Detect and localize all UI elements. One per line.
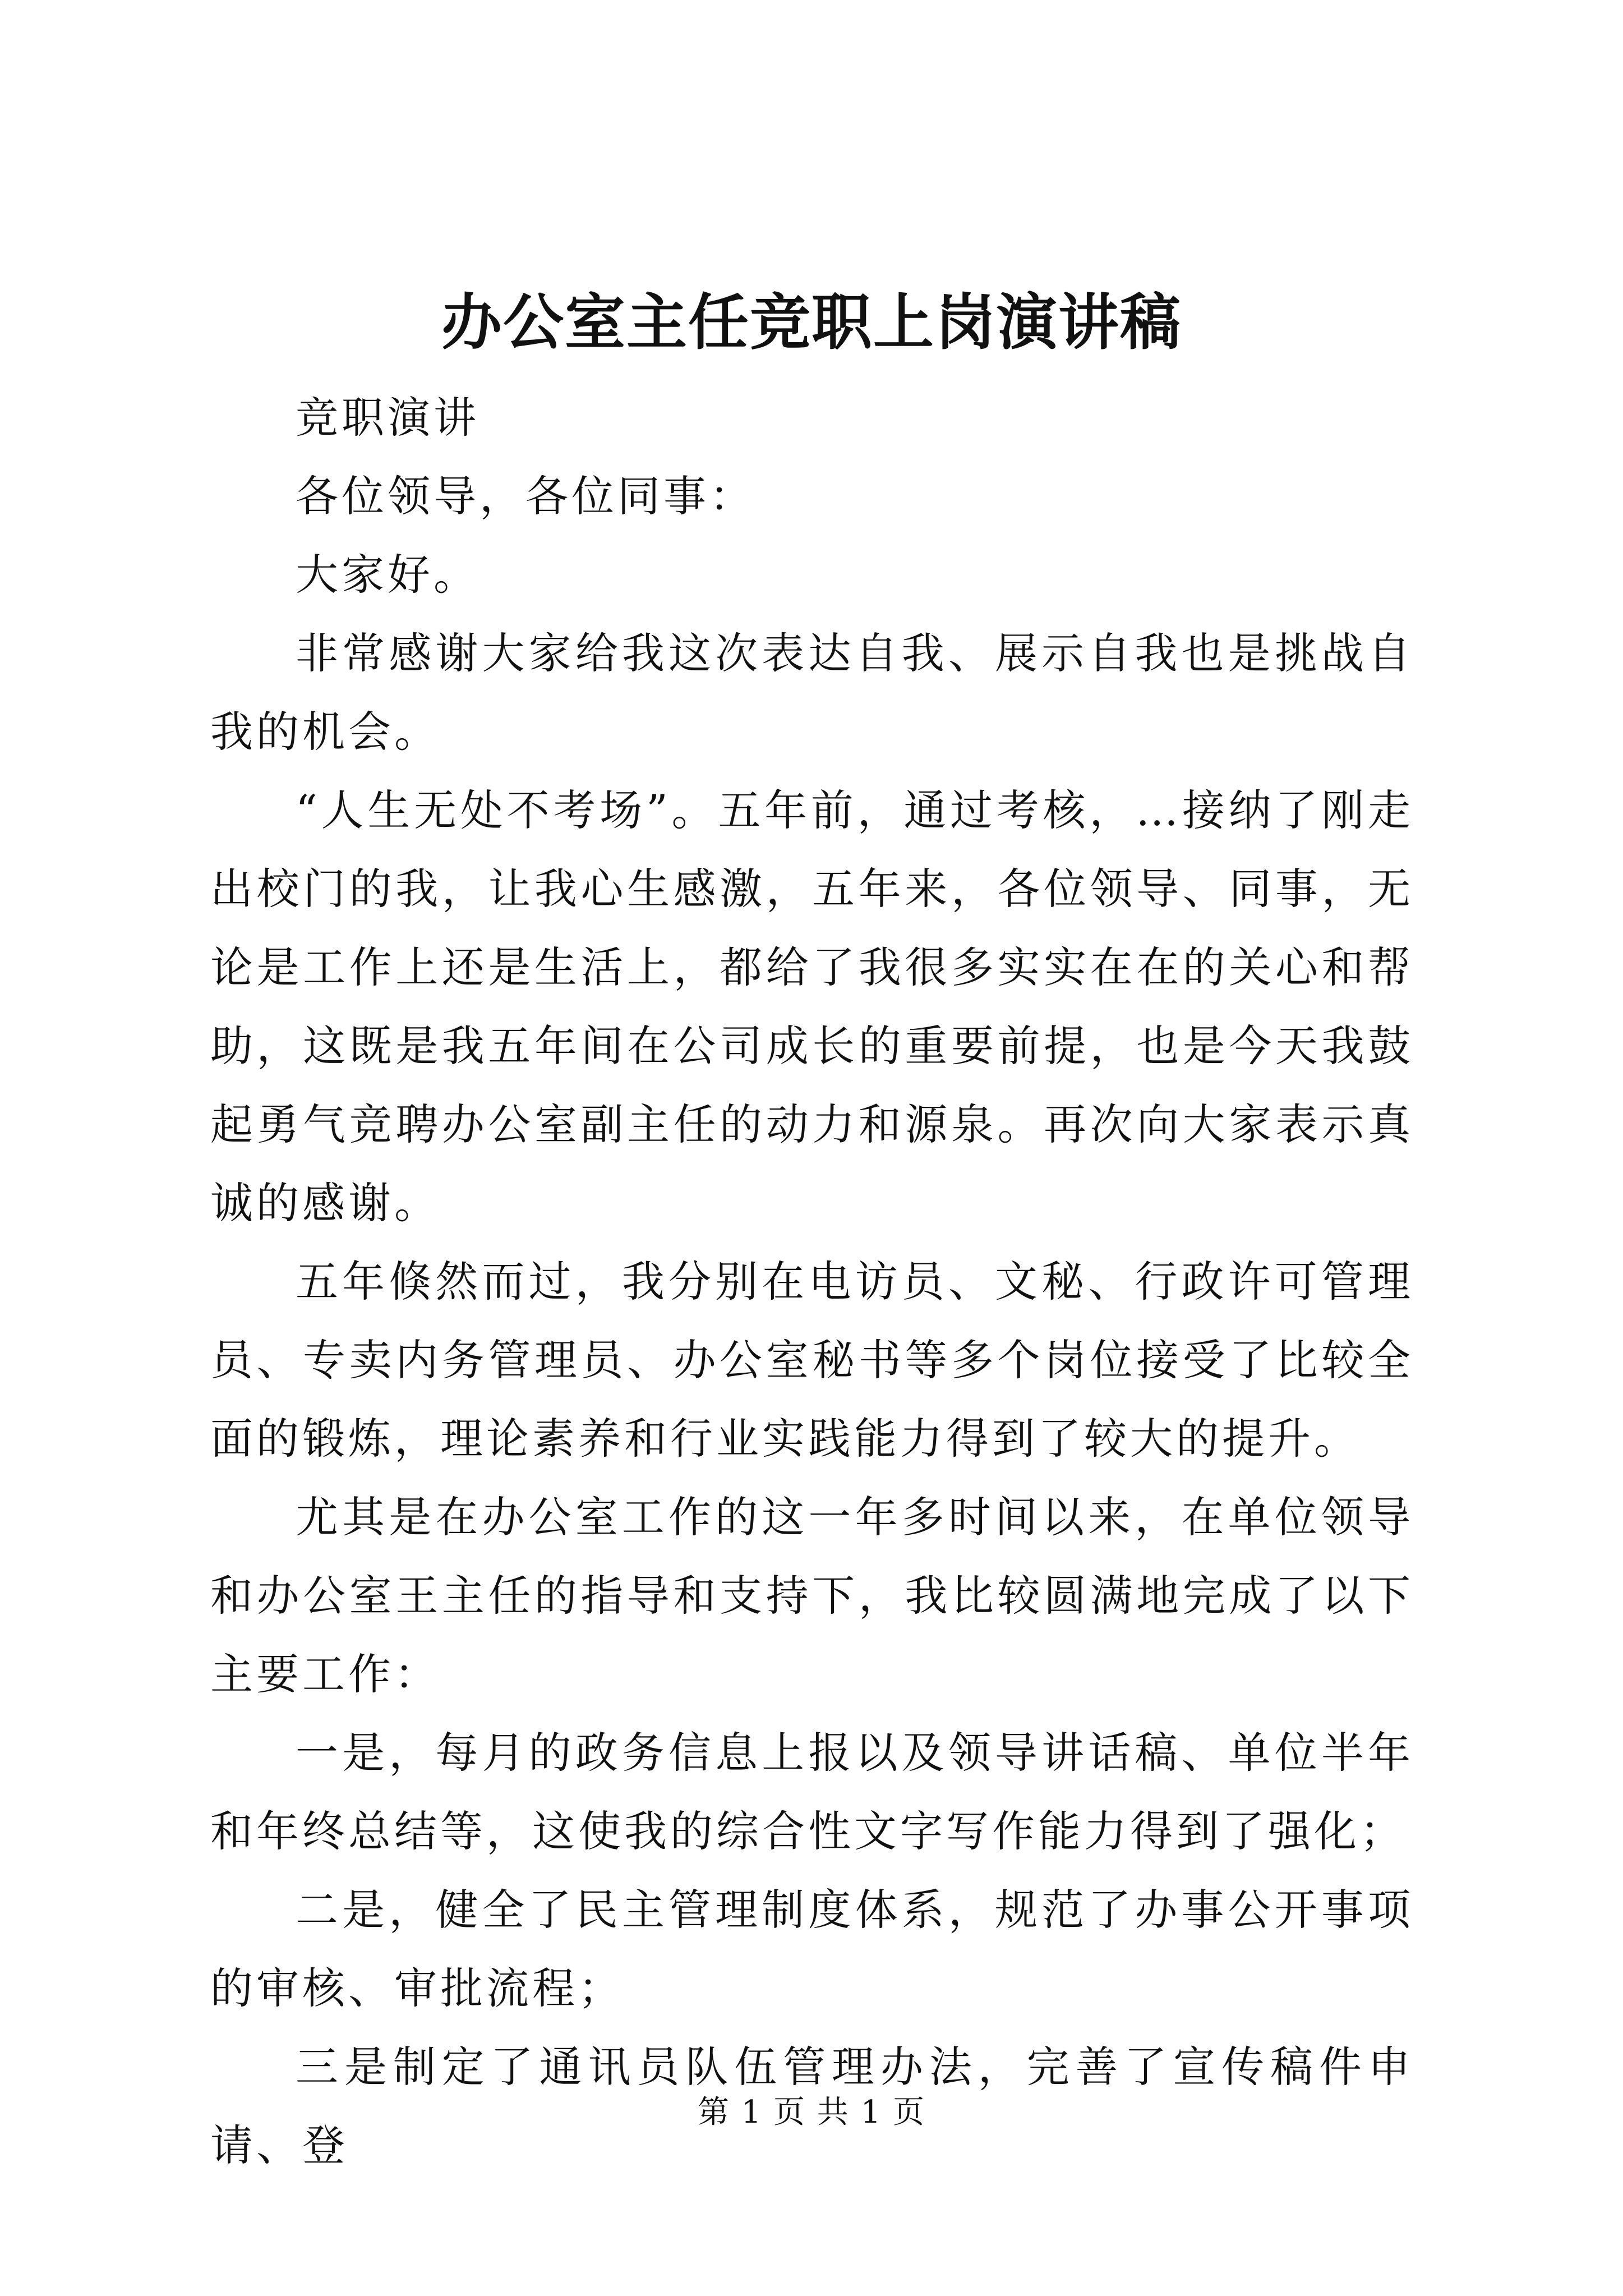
paragraph: 竞职演讲: [296, 393, 479, 443]
paragraph: 各位领导，各位同事：: [296, 471, 755, 521]
document-body: [210, 379, 1414, 2185]
paragraph: 一是，每月的政务信息上报以及领导讲话稿、单位半年和年终总结等，这使我的综合性文字写作能力得到了强化；: [210, 1728, 1414, 1856]
paragraph: “人生无处不考场”。五年前，通过考核，…接纳了刚走出校门的我，让我心生感激，五年来，各位领导、同事，无论是工作上还是生活上，都给了我很多实实在在的关心和帮助，这既是我五年间在公司成长的重要前提，也是今天我鼓起勇气竞聘办公室副主任的动力和源泉。再次向大家表示真诚的感谢。: [210, 785, 1414, 1228]
paragraph: 非常感谢大家给我这次表达自我、展示自我也是挑战自我的机会。: [210, 628, 1414, 757]
paragraph: 尤其是在办公室工作的这一年多时间以来，在单位领导和办公室王主任的指导和支持下，我比较圆满地完成了以下主要工作：: [210, 1492, 1414, 1699]
paragraph: 三是制定了通讯员队伍管理办法，完善了宣传稿件申请、登: [210, 2042, 1414, 2170]
page-footer: 第 1 页 共 1 页: [697, 2094, 926, 2131]
document-title: 办公室主任竞职上岗演讲稿: [441, 287, 1182, 358]
paragraph: 二是，健全了民主管理制度体系，规范了办事公开事项的审核、审批流程；: [210, 1885, 1414, 2013]
paragraph: 五年倏然而过，我分别在电访员、文秘、行政许可管理员、专卖内务管理员、办公室秘书等多个岗位接受了比较全面的锻炼，理论素养和行业实践能力得到了较大的提升。: [210, 1257, 1414, 1464]
paragraph: 大家好。: [296, 550, 479, 600]
